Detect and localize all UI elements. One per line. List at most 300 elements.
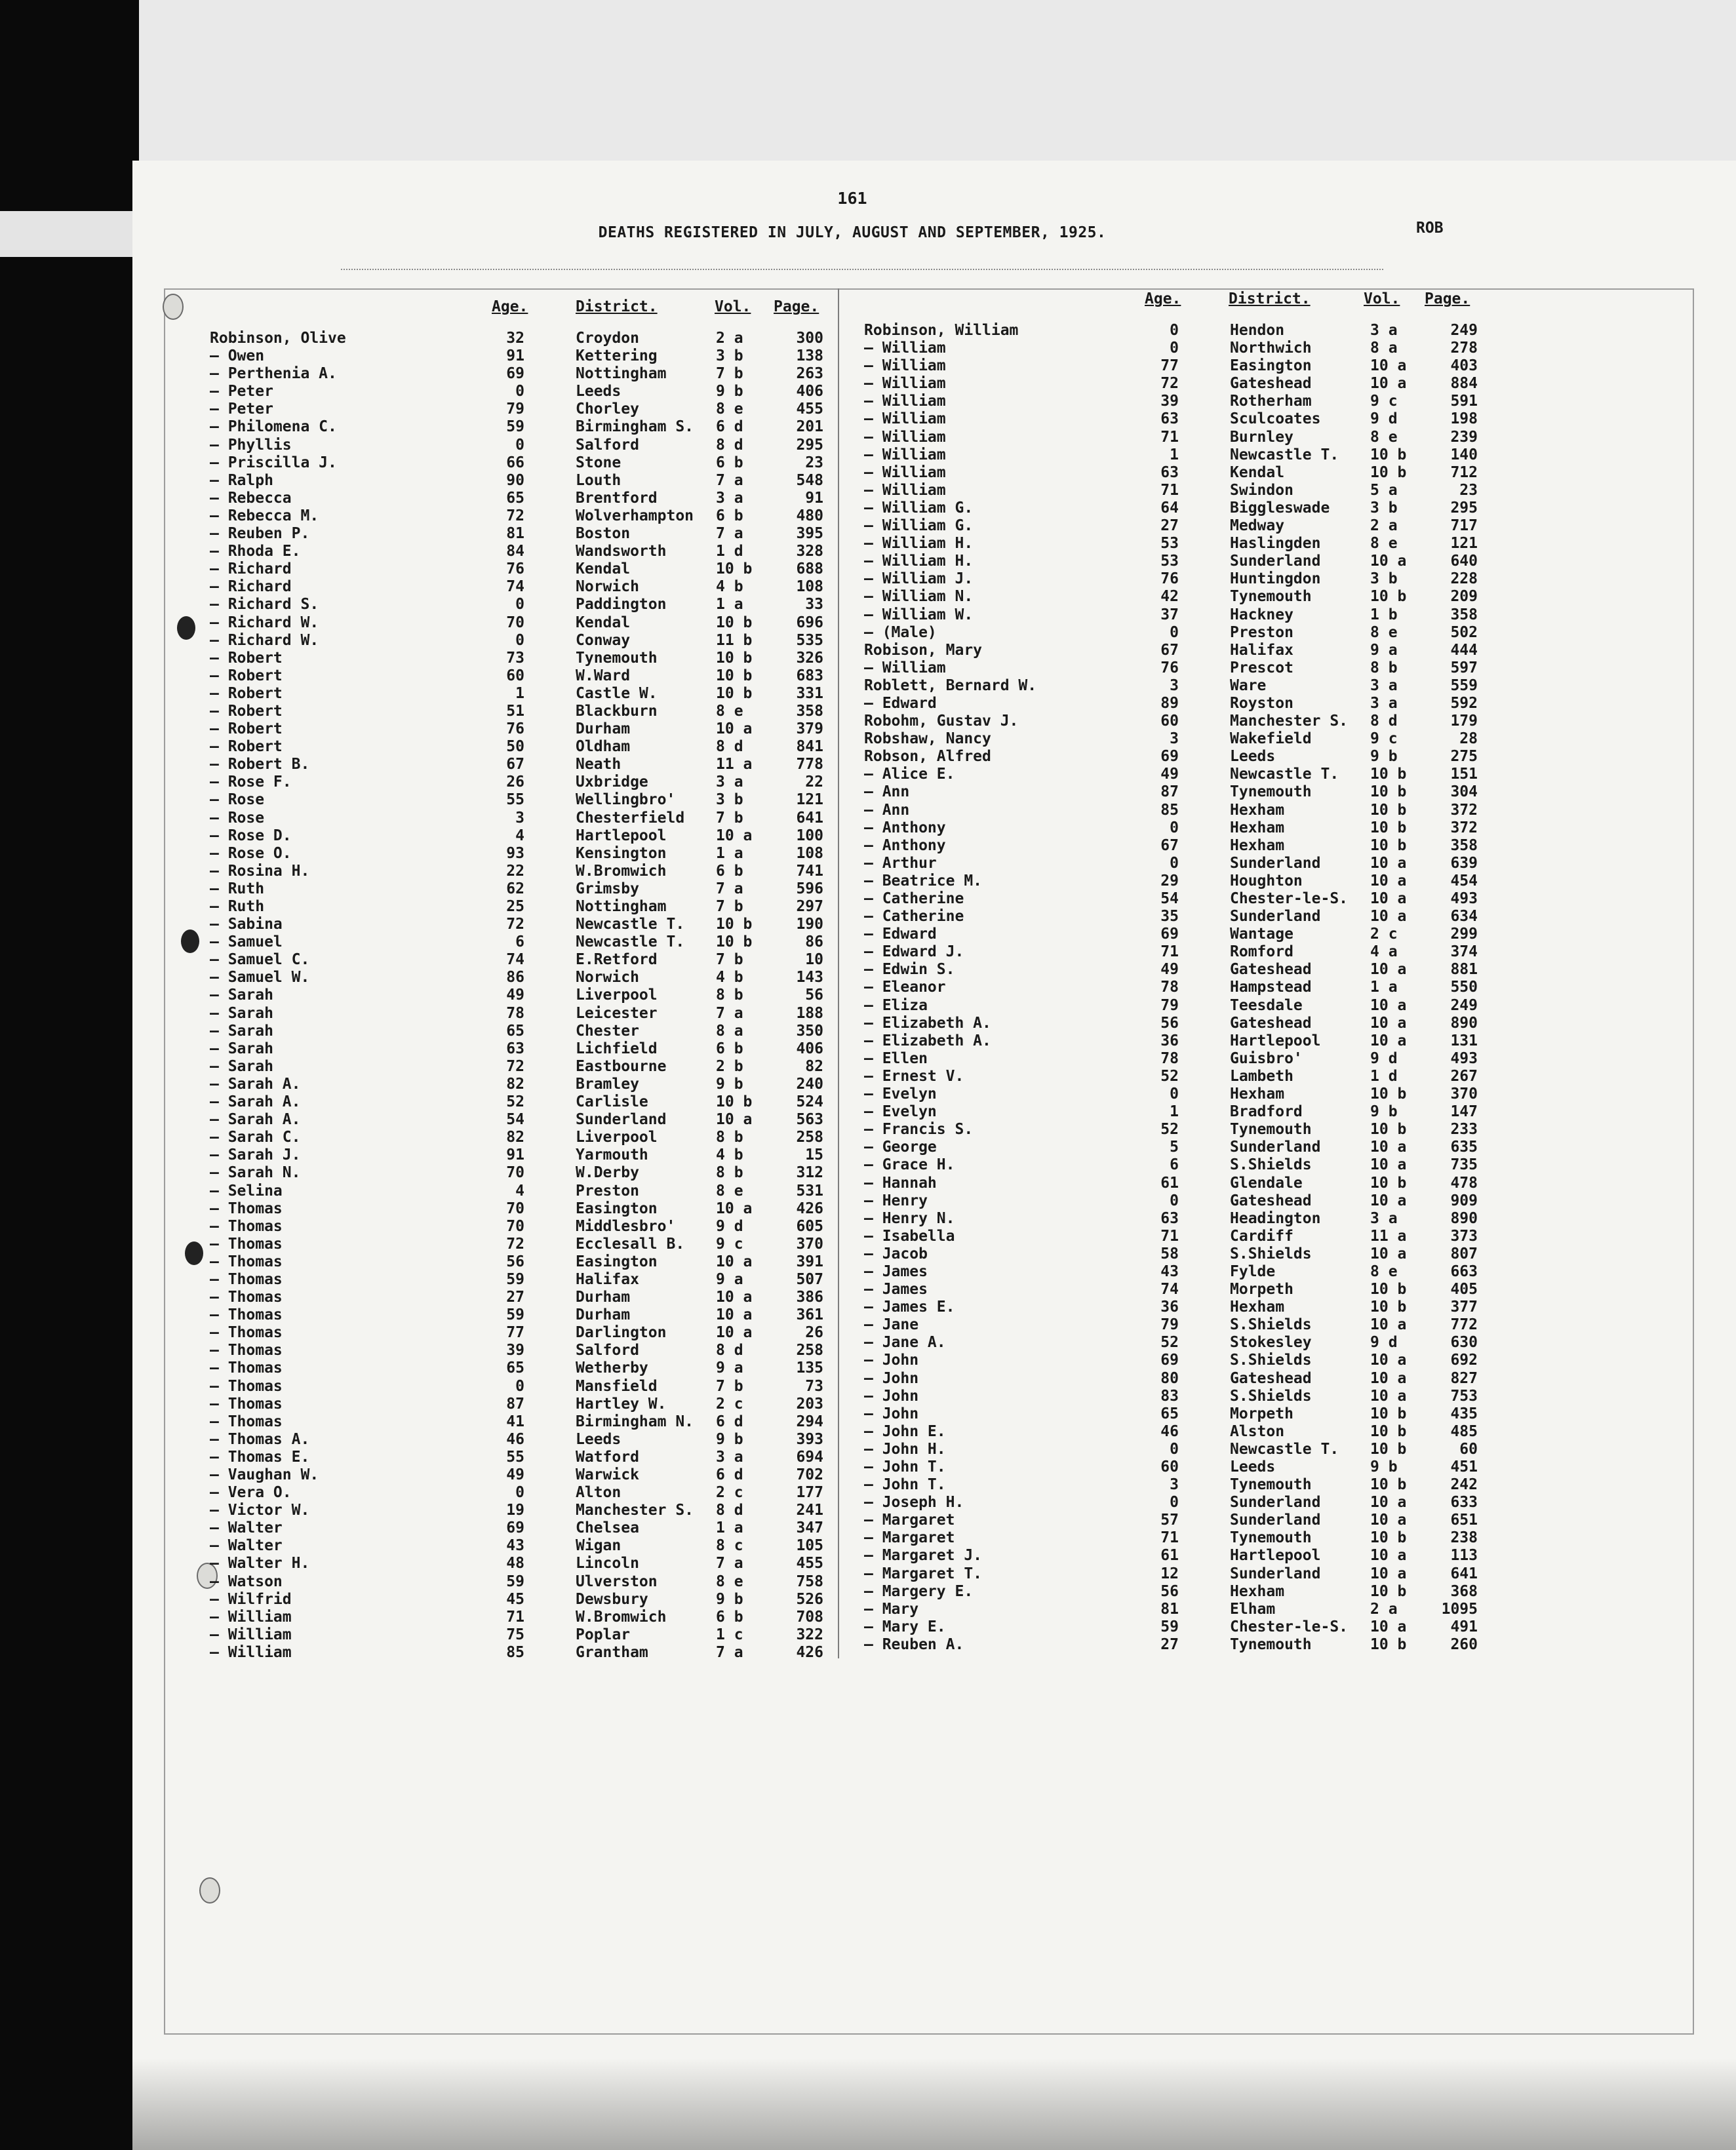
entry-vol: 10 a — [1370, 1547, 1407, 1565]
entry-vol: 8 d — [716, 436, 743, 454]
entry-vol: 2 c — [716, 1395, 743, 1413]
entry-page: 28 — [1459, 730, 1478, 748]
entry-vol: 2 c — [716, 1484, 743, 1502]
entry-age: 69 — [506, 365, 524, 383]
register-entry — [210, 898, 823, 916]
entry-page: 241 — [796, 1502, 823, 1519]
entry-name: — Evelyn — [864, 1085, 937, 1103]
entry-name: — Selina — [210, 1182, 283, 1200]
entry-page: 531 — [796, 1182, 823, 1200]
entry-age: 52 — [1160, 1121, 1179, 1139]
entry-name: — Vera O. — [210, 1484, 292, 1502]
register-entry — [864, 961, 1493, 979]
entry-district: Eastbourne — [576, 1057, 667, 1075]
entry-district: Newcastle T. — [576, 933, 685, 951]
entry-vol: 10 b — [1370, 1635, 1407, 1653]
entry-name: — Isabella — [864, 1227, 955, 1245]
entry-age: 76 — [1160, 570, 1179, 588]
entry-vol: 10 a — [1370, 1316, 1407, 1334]
entry-vol: 9 c — [1370, 730, 1398, 748]
entry-name: — Thomas — [210, 1377, 283, 1395]
entry-age: 39 — [1160, 393, 1179, 410]
entry-name: — Thomas — [210, 1235, 283, 1253]
entry-name: — Edward — [864, 926, 937, 943]
register-entry — [864, 837, 1493, 855]
entry-age: 63 — [506, 1040, 524, 1057]
entry-age: 77 — [506, 1324, 524, 1342]
entry-page: 370 — [796, 1235, 823, 1253]
entry-name: — (Male) — [864, 623, 937, 641]
entry-name: — William — [864, 659, 946, 676]
entry-district: Hackney — [1230, 606, 1293, 623]
entry-district: Hexham — [1230, 801, 1285, 819]
entry-name: — Ann — [864, 801, 910, 819]
entry-name: — William — [864, 481, 946, 499]
entry-district: Brentford — [576, 489, 658, 507]
entry-age: 12 — [1160, 1565, 1179, 1582]
entry-page: 841 — [796, 738, 823, 756]
entry-vol: 10 a — [1370, 1565, 1407, 1582]
entry-page: 455 — [796, 1555, 823, 1573]
entry-district: Dewsbury — [576, 1590, 648, 1608]
entry-vol: 10 a — [716, 1289, 753, 1306]
entry-vol: 10 b — [716, 667, 753, 684]
entry-district: S.Shields — [1230, 1352, 1312, 1369]
entry-name: — Sabina — [210, 916, 283, 933]
entry-district: Easington — [576, 1253, 658, 1270]
entry-name: — Robert — [210, 738, 283, 756]
entry-name: — William — [210, 1608, 292, 1626]
entry-age: 59 — [506, 1306, 524, 1324]
entry-district: Royston — [1230, 694, 1293, 712]
entry-page: 635 — [1450, 1139, 1478, 1156]
entry-name: — Catherine — [864, 908, 964, 926]
entry-vol: 10 b — [1370, 801, 1407, 819]
entry-name: — William — [864, 393, 946, 410]
entry-name: — Ann — [864, 783, 910, 801]
entry-district: Bramley — [576, 1075, 639, 1093]
entry-district: Lambeth — [1230, 1067, 1293, 1085]
entry-age: 70 — [506, 1164, 524, 1182]
register-entry — [210, 418, 823, 436]
register-entry — [864, 1210, 1493, 1228]
entry-vol: 9 a — [1370, 641, 1398, 659]
register-entry — [864, 1228, 1493, 1245]
entry-name: — William — [210, 1643, 292, 1661]
entry-vol: 10 a — [1370, 1618, 1407, 1635]
entry-age: 78 — [1160, 1049, 1179, 1067]
entry-name: — Thomas — [210, 1324, 283, 1342]
entry-district: Morpeth — [1230, 1405, 1293, 1422]
entry-name: Robison, Mary — [864, 641, 983, 659]
entry-page: 86 — [805, 933, 823, 951]
entry-page: 121 — [1450, 535, 1478, 553]
entry-age: 73 — [506, 649, 524, 667]
entry-age: 78 — [506, 1004, 524, 1022]
entry-district: Durham — [576, 720, 631, 738]
entry-vol: 2 c — [1370, 926, 1398, 943]
entry-vol: 8 d — [716, 1342, 743, 1359]
entry-vol: 4 b — [716, 578, 743, 596]
entry-district: Birmingham S. — [576, 418, 694, 436]
entry-vol: 8 e — [716, 401, 743, 418]
register-entry — [210, 1235, 823, 1253]
entry-vol: 10 b — [716, 649, 753, 667]
entry-age: 69 — [1160, 926, 1179, 943]
entry-district: E.Retford — [576, 951, 658, 969]
entry-vol: 3 b — [1370, 499, 1398, 517]
entry-age: 65 — [506, 1022, 524, 1040]
entry-district: Hampstead — [1230, 979, 1312, 996]
register-entry — [864, 535, 1493, 553]
entry-age: 37 — [1160, 606, 1179, 623]
entry-age: 56 — [506, 1253, 524, 1270]
entry-vol: 10 a — [1370, 854, 1407, 872]
entry-page: 147 — [1450, 1103, 1478, 1121]
entry-age: 3 — [1170, 730, 1179, 748]
entry-name: — Richard S. — [210, 596, 319, 614]
entry-name: — Sarah A. — [210, 1111, 301, 1129]
entry-page: 108 — [796, 844, 823, 862]
header-vol: Vol. — [1364, 290, 1400, 307]
entry-district: Kettering — [576, 347, 658, 365]
entry-district: Wellingbro' — [576, 791, 676, 809]
entry-page: 267 — [1450, 1067, 1478, 1085]
register-entry — [210, 1093, 823, 1111]
entry-vol: 9 b — [1370, 1103, 1398, 1121]
entry-age: 0 — [515, 1484, 524, 1502]
entry-age: 0 — [515, 631, 524, 649]
entry-age: 63 — [1160, 1209, 1179, 1227]
entry-district: Salford — [576, 436, 639, 454]
entry-vol: 2 a — [716, 330, 743, 347]
entry-name: — William — [864, 357, 946, 375]
register-entry — [864, 1050, 1493, 1068]
register-entry — [210, 720, 823, 738]
entry-page: 591 — [1450, 393, 1478, 410]
entry-age: 48 — [506, 1555, 524, 1573]
entry-vol: 3 a — [716, 773, 743, 791]
register-entry — [864, 1601, 1493, 1618]
entry-age: 69 — [1160, 748, 1179, 766]
entry-district: Hexham — [1230, 1299, 1285, 1316]
register-entry — [210, 1164, 823, 1182]
register-entry — [210, 1253, 823, 1271]
entry-name: — Thomas — [210, 1306, 283, 1324]
entry-age: 49 — [1160, 766, 1179, 783]
entry-vol: 10 a — [716, 1324, 753, 1342]
entry-vol: 10 b — [1370, 463, 1407, 481]
entry-page: 361 — [796, 1306, 823, 1324]
entry-district: Paddington — [576, 596, 667, 614]
register-entry — [210, 1448, 823, 1466]
entry-vol: 6 b — [716, 507, 743, 524]
entry-district: Newcastle T. — [1230, 1440, 1339, 1458]
entry-name: Robinson, William — [864, 322, 1019, 339]
entry-page: 778 — [796, 756, 823, 773]
entry-vol: 4 a — [1370, 943, 1398, 961]
entry-vol: 7 a — [716, 1004, 743, 1022]
entry-page: 1095 — [1441, 1600, 1478, 1618]
register-entry — [210, 1040, 823, 1058]
entry-district: S.Shields — [1230, 1156, 1312, 1174]
entry-name: — Jane A. — [864, 1334, 946, 1352]
entry-district: Kensington — [576, 844, 667, 862]
entry-page: 377 — [1450, 1299, 1478, 1316]
register-entry — [864, 322, 1493, 340]
entry-name: — Wilfrid — [210, 1590, 292, 1608]
entry-district: Sunderland — [1230, 553, 1321, 570]
entry-age: 91 — [506, 1146, 524, 1164]
entry-vol: 10 a — [1370, 961, 1407, 979]
entry-district: Tynemouth — [1230, 1121, 1312, 1139]
entry-age: 83 — [1160, 1387, 1179, 1405]
entry-district: Cardiff — [1230, 1227, 1293, 1245]
entry-vol: 10 a — [1370, 890, 1407, 907]
entry-age: 89 — [1160, 694, 1179, 712]
entry-district: Yarmouth — [576, 1146, 648, 1164]
entry-name: — Thomas A. — [210, 1430, 310, 1448]
entry-district: Medway — [1230, 517, 1285, 535]
entry-name: Robinson, Olive — [210, 330, 346, 347]
register-entry — [210, 1537, 823, 1555]
entry-age: 85 — [506, 1643, 524, 1661]
entry-vol: 3 b — [716, 347, 743, 365]
entry-district: Halifax — [1230, 641, 1293, 659]
entry-vol: 10 a — [1370, 1387, 1407, 1405]
entry-name: — Robert B. — [210, 756, 310, 773]
entry-vol: 9 b — [716, 1430, 743, 1448]
entry-age: 60 — [506, 667, 524, 684]
entry-name: — Edwin S. — [864, 961, 955, 979]
entry-name: — John — [864, 1405, 919, 1422]
entry-age: 45 — [506, 1590, 524, 1608]
register-entry — [210, 1270, 823, 1289]
register-entry — [864, 606, 1493, 624]
entry-age: 3 — [1170, 676, 1179, 694]
entry-age: 77 — [1160, 357, 1179, 375]
entry-district: Glendale — [1230, 1174, 1303, 1192]
entry-vol: 10 b — [1370, 1281, 1407, 1299]
entry-age: 65 — [1160, 1405, 1179, 1422]
entry-district: Newcastle T. — [1230, 766, 1339, 783]
entry-page: 379 — [796, 720, 823, 738]
register-entry — [864, 1388, 1493, 1405]
register-entry — [210, 1342, 823, 1359]
entry-page: 426 — [796, 1643, 823, 1661]
entry-page: 455 — [796, 401, 823, 418]
entry-vol: 11 a — [716, 756, 753, 773]
entry-name: — Edward J. — [864, 943, 964, 961]
entry-page: 113 — [1450, 1547, 1478, 1565]
entry-age: 49 — [1160, 961, 1179, 979]
entry-name: — Thomas — [210, 1395, 283, 1413]
entry-age: 53 — [1160, 553, 1179, 570]
register-entry — [864, 783, 1493, 801]
register-entry — [210, 454, 823, 472]
entry-district: Wetherby — [576, 1359, 648, 1377]
entry-vol: 10 a — [1370, 872, 1407, 889]
entry-district: Gateshead — [1230, 1192, 1312, 1209]
punch-hole — [177, 616, 195, 640]
entry-age: 26 — [506, 773, 524, 791]
entry-page: 909 — [1450, 1192, 1478, 1209]
entry-page: 640 — [1450, 553, 1478, 570]
entry-vol: 4 b — [716, 1146, 743, 1164]
entry-name: — Reuben P. — [210, 525, 310, 543]
entry-age: 75 — [506, 1626, 524, 1643]
punch-hole — [163, 294, 184, 320]
entry-district: Chesterfield — [576, 809, 685, 827]
entry-vol: 1 d — [1370, 1067, 1398, 1085]
entry-district: Kendal — [576, 560, 631, 578]
entry-district: Chester-le-S. — [1230, 890, 1349, 907]
entry-page: 485 — [1450, 1422, 1478, 1440]
entry-name: — Rebecca M. — [210, 507, 319, 524]
entry-name: — Grace H. — [864, 1156, 955, 1174]
entry-page: 23 — [805, 454, 823, 471]
entry-district: Castle W. — [576, 684, 658, 702]
entry-name: — John H. — [864, 1440, 946, 1458]
entry-vol: 8 e — [1370, 535, 1398, 553]
entry-age: 74 — [1160, 1281, 1179, 1299]
entry-vol: 8 e — [716, 702, 743, 720]
entry-page: 294 — [796, 1413, 823, 1430]
register-entry — [864, 1103, 1493, 1121]
entry-vol: 4 b — [716, 969, 743, 987]
entry-name: — Elizabeth A. — [864, 1014, 991, 1032]
entry-name: — Priscilla J. — [210, 454, 337, 471]
entry-vol: 10 b — [1370, 446, 1407, 463]
register-entry — [210, 1359, 823, 1377]
register-entry — [864, 1636, 1493, 1654]
entry-vol: 8 a — [1370, 340, 1398, 357]
entry-vol: 3 b — [1370, 570, 1398, 588]
entry-page: 881 — [1450, 961, 1478, 979]
entry-vol: 10 b — [716, 560, 753, 578]
entry-district: Huntingdon — [1230, 570, 1321, 588]
register-entry — [210, 1466, 823, 1484]
entry-district: Gateshead — [1230, 375, 1312, 393]
entry-name: — James — [864, 1262, 928, 1280]
entry-vol: 1 a — [1370, 979, 1398, 996]
entry-age: 61 — [1160, 1174, 1179, 1192]
entry-page: 368 — [1450, 1582, 1478, 1600]
entry-name: — John — [864, 1369, 919, 1387]
entry-vol: 9 a — [716, 1270, 743, 1288]
entry-page: 177 — [796, 1484, 823, 1502]
register-entry — [864, 1370, 1493, 1388]
entry-vol: 3 a — [1370, 676, 1398, 694]
register-entry — [210, 1075, 823, 1093]
background-sheet — [139, 0, 1736, 177]
entry-age: 70 — [506, 1217, 524, 1235]
entry-name: — Anthony — [864, 836, 946, 854]
entry-district: Croydon — [576, 330, 639, 347]
entry-name: — Robert — [210, 684, 283, 702]
entry-name: — Rose — [210, 809, 265, 827]
entry-age: 27 — [506, 1289, 524, 1306]
entry-vol: 10 b — [1370, 766, 1407, 783]
entry-name: — Rosina H. — [210, 862, 310, 880]
entry-page: 258 — [796, 1129, 823, 1146]
entry-page: 717 — [1450, 517, 1478, 535]
register-entry — [864, 393, 1493, 410]
register-entry — [864, 1263, 1493, 1281]
register-entry — [210, 1395, 823, 1413]
entry-name: — Margaret J. — [864, 1547, 983, 1565]
entry-district: Tynemouth — [1230, 783, 1312, 801]
register-entry — [210, 827, 823, 845]
entry-district: Houghton — [1230, 872, 1303, 889]
entry-name: — Elizabeth A. — [864, 1032, 991, 1049]
entry-age: 72 — [1160, 375, 1179, 393]
entry-name: — Philomena C. — [210, 418, 337, 436]
entry-page: 641 — [796, 809, 823, 827]
entry-vol: 6 b — [716, 1608, 743, 1626]
entry-vol: 5 a — [1370, 481, 1398, 499]
register-entry — [210, 1430, 823, 1449]
entry-age: 0 — [1170, 340, 1179, 357]
entry-district: Grimsby — [576, 880, 639, 897]
entry-page: 641 — [1450, 1565, 1478, 1582]
entry-district: Uxbridge — [576, 773, 648, 791]
entry-age: 72 — [506, 1235, 524, 1253]
entry-vol: 6 d — [716, 1413, 743, 1430]
entry-page: 278 — [1450, 340, 1478, 357]
register-entry — [864, 766, 1493, 783]
entry-district: Nottingham — [576, 365, 667, 383]
entry-name: — Rose O. — [210, 844, 292, 862]
entry-name: — Ernest V. — [864, 1067, 964, 1085]
entry-page: 91 — [805, 489, 823, 507]
entry-name: — William W. — [864, 606, 974, 623]
register-entry — [864, 819, 1493, 837]
entry-district: W.Ward — [576, 667, 631, 684]
entry-name: — Ruth — [210, 880, 265, 897]
entry-age: 72 — [506, 1057, 524, 1075]
entry-name: — Sarah J. — [210, 1146, 301, 1164]
entry-vol: 8 e — [716, 1573, 743, 1590]
entry-vol: 7 a — [716, 1555, 743, 1573]
entry-vol: 1 d — [716, 543, 743, 560]
register-entry — [864, 1547, 1493, 1565]
entry-vol: 10 b — [716, 1093, 753, 1111]
entry-age: 87 — [506, 1395, 524, 1413]
entry-name: — Eleanor — [864, 979, 946, 996]
entry-vol: 9 d — [1370, 1049, 1398, 1067]
register-entry — [210, 365, 823, 383]
entry-district: Lichfield — [576, 1040, 658, 1057]
entry-name: — Hannah — [864, 1174, 937, 1192]
entry-name: — William — [864, 428, 946, 446]
entry-page: 372 — [1450, 801, 1478, 819]
entry-name: — Rhoda E. — [210, 543, 301, 560]
entry-district: Blackburn — [576, 702, 658, 720]
entry-page: 370 — [1450, 1085, 1478, 1103]
entry-age: 59 — [506, 1573, 524, 1590]
register-entry — [210, 1643, 823, 1662]
entry-district: Ecclesall B. — [576, 1235, 685, 1253]
register-entry — [864, 517, 1493, 535]
entry-vol: 3 a — [716, 1448, 743, 1466]
entry-vol: 10 b — [1370, 783, 1407, 801]
entry-page: 151 — [1450, 766, 1478, 783]
entry-page: 260 — [1450, 1635, 1478, 1653]
entry-page: 451 — [1450, 1458, 1478, 1476]
punch-hole — [185, 1241, 203, 1265]
register-entry — [864, 446, 1493, 464]
